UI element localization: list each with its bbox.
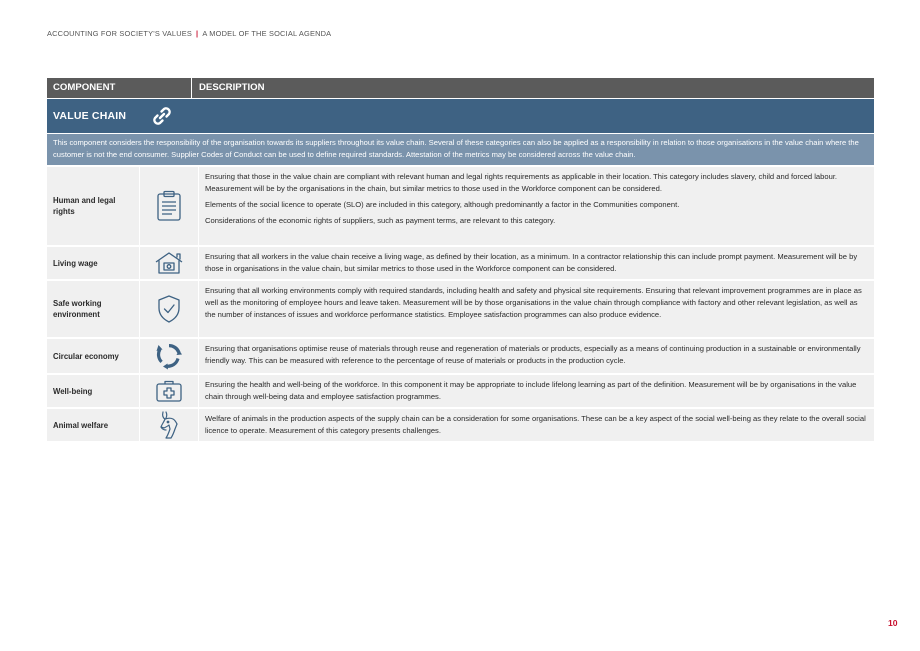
first-aid-kit-icon xyxy=(139,375,199,407)
row-description xyxy=(199,167,874,245)
section-intro: This component considers the responsibility of the organisation towards its suppliers throughout its value chain. Several of these categories can also be applied as a responsibility in relation to those organisations in the value chain where the customer is not the end consumer. Supplier Codes of Conduct can be used to define required standards. Attestation of the metrics may be considered across the value chain. xyxy=(47,133,874,165)
table-row xyxy=(47,373,874,407)
description-paragraph: Considerations of the economic rights of suppliers, such as payment terms, are relevant to this category. xyxy=(205,216,556,225)
header-separator: | xyxy=(196,29,199,38)
column-header-component: COMPONENT xyxy=(47,78,192,98)
table-row xyxy=(47,279,874,337)
description-paragraph: Welfare of animals in the production aspects of the supply chain can be a consideration for some organisations. These can be a key aspect of the social well-being as they relate to the overall social licence to operate. Measurement of this category presents challenges. xyxy=(205,414,866,435)
table-row xyxy=(47,245,874,279)
page-number: 10 xyxy=(888,618,898,628)
link-chain-icon xyxy=(150,104,174,128)
description-paragraph: Ensuring the health and well-being of the workforce. In this component it may be appropriate to include lifelong learning as part of the definition. Measurement will be by organisations in the value chain through well-being data and employee satisfaction programmes. xyxy=(205,380,857,401)
row-name: Living wage xyxy=(53,258,98,268)
row-description xyxy=(199,281,874,337)
table-row xyxy=(47,337,874,373)
house-money-icon xyxy=(139,247,199,279)
column-header-description: DESCRIPTION xyxy=(199,82,265,93)
row-description xyxy=(199,339,874,373)
section-title: VALUE CHAIN xyxy=(53,110,127,122)
table-row xyxy=(47,165,874,245)
row-description xyxy=(199,409,874,441)
header-title: ACCOUNTING FOR SOCIETY'S VALUES xyxy=(47,29,193,38)
animal-head-icon xyxy=(139,409,199,441)
recycle-icon xyxy=(139,339,199,373)
value-chain-table xyxy=(47,78,874,441)
row-name: Animal welfare xyxy=(53,420,109,430)
shield-check-icon xyxy=(139,281,199,337)
description-paragraph: Ensuring that all workers in the value chain receive a living wage, as defined by their location, as a minimum. In a contractor relationship this can include prompt payment. Measurement will be by those in organisations in the value chain, but similar metrics to those used in the Workforce component can be considered. xyxy=(205,252,858,273)
running-header xyxy=(47,29,331,38)
description-paragraph: Ensuring that all working environments comply with required standards, including health and safety and physical site requirements. Ensuring that relevant improvement programmes are in place as well as the monitoring of employee hours and leave taken. Measurement will be by those organisations in the value chain through compliance with factory and other relevant legislation, as well as the number of instances of issues and workforce performance statistics. Employee satisfaction programmes can also produce evidence. xyxy=(205,286,862,319)
description-paragraph: Elements of the social licence to operate (SLO) are included in this category, although predominantly a factor in the Communities component. xyxy=(205,200,680,209)
table-header-row xyxy=(47,78,874,98)
description-paragraph: Ensuring that those in the value chain are compliant with relevant human and legal rights requirements as applicable in their location. This category includes slavery, child and forced labour. Measurement will be by the organisations in the chain, but similar metrics to those used in the Workforce component can be considered. xyxy=(205,172,838,193)
description-paragraph: Ensuring that organisations optimise reuse of materials through reuse and regeneration of materials or products, especially as a means of continuing production in a sustainable or environmentally friendly way. This can be measured with reference to the percentage of reuse of materials or products in the production cycle. xyxy=(205,344,861,365)
row-name: Safe working environment xyxy=(53,299,102,319)
row-name: Human and legal rights xyxy=(53,196,116,216)
clipboard-icon xyxy=(139,167,199,245)
row-description xyxy=(199,247,874,279)
section-header-value-chain xyxy=(47,98,874,133)
row-name: Well-being xyxy=(53,386,93,396)
row-name: Circular economy xyxy=(53,351,119,361)
row-description xyxy=(199,375,874,407)
header-subtitle: A MODEL OF THE SOCIAL AGENDA xyxy=(202,29,332,38)
table-row xyxy=(47,407,874,441)
